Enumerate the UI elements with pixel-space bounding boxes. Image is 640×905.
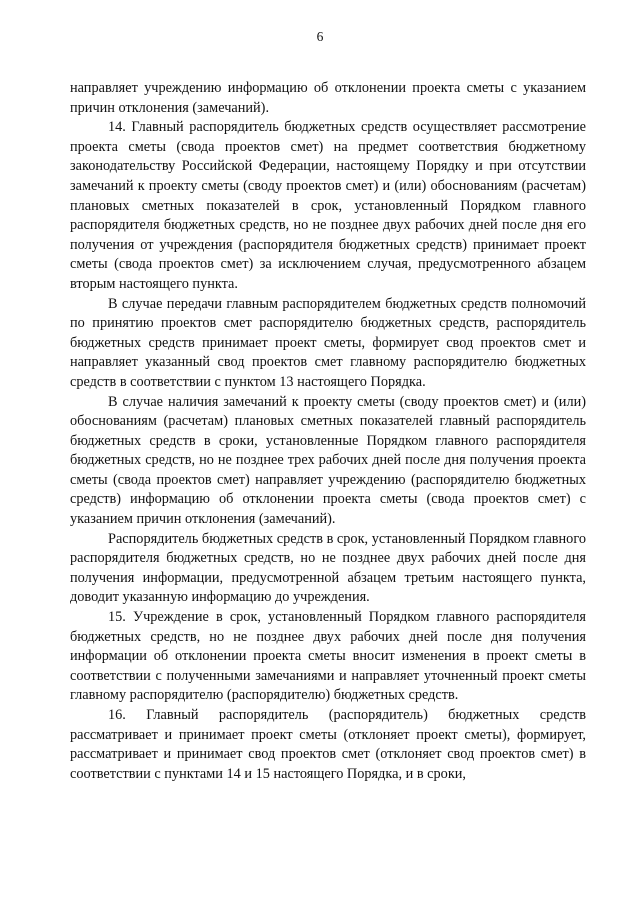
paragraph-item-14-remarks: В случае наличия замечаний к проекту сметы (своду проектов смет) и (или) обоснованиям (расчетам) плановых сметных показателей главный распорядитель бюджетных средств в сроки, установленные Порядком главного распорядителя бюджетных средств, но не позднее трех рабочих дней после дня получения проекта сметы (свода проектов смет) направляет учреждению (распорядителю бюджетных средств) информацию об отклонении проекта сметы (свода проектов смет) с указанием причин отклонения (замечаний). — [70, 393, 586, 528]
page-number: 6 — [316, 29, 324, 44]
paragraph-item-14-delegation: В случае передачи главным распорядителем бюджетных средств полномочий по принятию проектов смет распорядителю бюджетных средств, распорядитель бюджетных средств принимает проект сметы, формирует свод проектов смет и направляет указанный свод проектов смет главному распорядителю бюджетных средств в соответствии с пунктом 13 настоящего Порядка. — [70, 295, 586, 390]
paragraph-item-15: 15. Учреждение в срок, установленный Порядком главного распорядителя бюджетных средств, но не позднее двух рабочих дней после дня получения информации об отклонении проекта сметы вносит изменения в проект сметы в соответствии с полученными замечаниями и направляет уточненный проект сметы главному распорядителю (распорядителю) бюджетных средств. — [70, 609, 586, 704]
document-body — [70, 79, 586, 784]
paragraph-item-16: 16. Главный распорядитель (распорядитель) бюджетных средств рассматривает и принимает проект сметы (отклоняет проект сметы), формирует, рассматривает и принимает свод проектов смет (отклоняет свод проектов смет) в соответствии с пунктами 14 и 15 настоящего Порядка, и в сроки, — [70, 707, 586, 782]
paragraph-item-14-notification: Распорядитель бюджетных средств в срок, установленный Порядком главного распорядителя бюджетных средств, но не позднее двух рабочих дней после дня получения информации, предусмотренной абзацем третьим настоящего пункта, доводит указанную информацию до учреждения. — [70, 530, 586, 606]
paragraph-item-14: 14. Главный распорядитель бюджетных средств осуществляет рассмотрение проекта сметы (свода проектов смет) на предмет соответствия бюджетному законодательству Российской Федерации, настоящему Порядку и при отсутствии замечаний к проекту сметы (своду проектов смет) и (или) обоснованиям (расчетам) плановых сметных показателей в срок, установленный Порядком главного распорядителя бюджетных средств, но не позднее двух рабочих дней после дня его получения от учреждения (распорядителя бюджетных средств) принимает проект сметы (свода проектов смет) за исключением случая, предусмотренного абзацем вторым настоящего пункта. — [70, 119, 586, 292]
paragraph-continuation: направляет учреждению информацию об отклонении проекта сметы с указанием причин отклонения (замечаний). — [70, 80, 586, 116]
